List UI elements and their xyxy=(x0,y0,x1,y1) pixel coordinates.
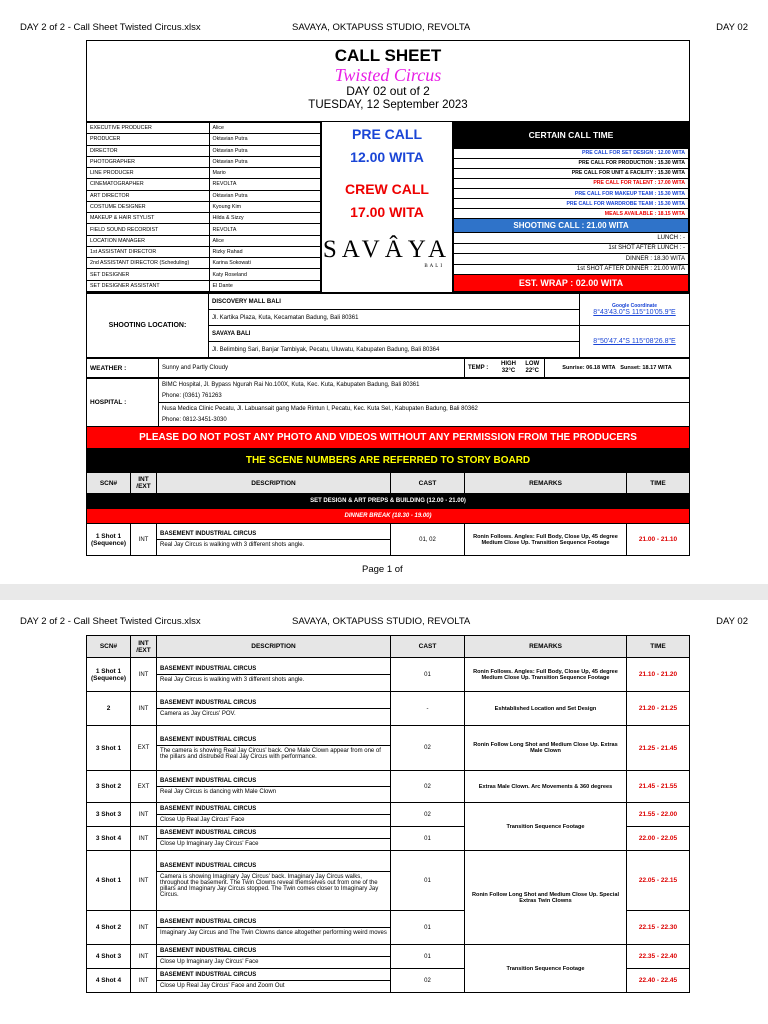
temp-low: 22°C xyxy=(525,368,539,374)
call-sheet xyxy=(86,40,690,556)
crew-row xyxy=(87,179,321,190)
shooting-call: SHOOTING CALL : 21.00 WITA xyxy=(454,219,689,233)
location-1-name: DISCOVERY MALL BALI xyxy=(209,294,580,310)
precall-label: PRE CALL xyxy=(352,126,422,142)
sunset: Sunset: 18.17 WITA xyxy=(620,365,672,371)
scene-description: Camera is showing Imaginary Jay Circus' back. Imaginary Jay Circus walks, throughout the basement. The Twin Clowns reveal themselves out from one of the pillars and Imaginary Jay Circus stopped. The Twin comes closer to Imaginary Jay Circus. xyxy=(160,874,379,898)
scene-int: EXT xyxy=(131,771,157,803)
scene-title: BASEMENT INDUSTRIAL CIRCUS xyxy=(157,948,390,957)
crew-name: Oktavian Putra xyxy=(209,190,321,201)
col-time: TIME xyxy=(627,636,690,658)
table-row xyxy=(87,658,690,692)
scene-remarks: Ronin Follow Long Shot and Medium Close Up. Special Extras Twin Clowns xyxy=(465,851,627,945)
scene-cast: 02 xyxy=(391,726,465,771)
title-main: CALL SHEET xyxy=(334,46,442,65)
scene-number: 3 Shot 2 xyxy=(87,771,131,803)
scene-title: BASEMENT INDUSTRIAL CIRCUS xyxy=(157,863,390,872)
hospital-1-address: BIMC Hospital, Jl. Bypass Ngurah Rai No.100X, Kuta, Kec. Kuta, Kabupaten Badung, Bali 80361 xyxy=(159,379,690,391)
sunrise: Sunrise: 06.18 WITA xyxy=(562,365,616,371)
scene-title: BASEMENT INDUSTRIAL CIRCUS xyxy=(157,919,390,928)
scene-int: INT xyxy=(131,827,157,851)
scene-time: 22.00 - 22.05 xyxy=(627,827,690,851)
crew-row xyxy=(87,258,321,269)
crew-role: LINE PRODUCER xyxy=(87,168,209,179)
page-header-right: DAY 02 xyxy=(716,22,748,33)
page-header-left: DAY 2 of 2 - Call Sheet Twisted Circus.xlsx xyxy=(20,22,201,33)
scene-number: 3 Shot 1 xyxy=(87,726,131,771)
col-cast: CAST xyxy=(391,473,465,494)
scene-time: 22.40 - 22.45 xyxy=(627,969,690,993)
crew-name: Mario xyxy=(209,168,321,179)
dinner-break-row: DINNER BREAK (18.30 - 19.00) xyxy=(87,509,690,524)
crew-role: PHOTOGRAPHER xyxy=(87,156,209,167)
crew-role: PRODUCER xyxy=(87,134,209,145)
page-header-center: SAVAYA, OKTAPUSS STUDIO, REVOLTA xyxy=(292,616,471,627)
crew-name: Oktavian Putra xyxy=(209,145,321,156)
scene-cast: 02 xyxy=(391,969,465,993)
location-2-name: SAVAYA BALI xyxy=(209,326,580,342)
weather-label: WEATHER : xyxy=(87,359,159,378)
scene-number: 4 Shot 1 xyxy=(87,851,131,911)
col-desc: DESCRIPTION xyxy=(157,636,391,658)
certain-call-row: PRE CALL FOR WARDROBE TEAM : 15.30 WITA xyxy=(454,199,689,209)
scene-cast: - xyxy=(391,692,465,726)
crew-row xyxy=(87,168,321,179)
title-production: Twisted Circus xyxy=(334,65,442,85)
certain-call-row: MEALS AVAILABLE : 18.15 WITA xyxy=(454,209,689,219)
est-wrap: EST. WRAP : 02.00 WITA xyxy=(454,275,689,292)
crew-name: REVOLTA xyxy=(209,179,321,190)
page-2 xyxy=(0,600,768,1024)
scene-time: 22.35 - 22.40 xyxy=(627,945,690,969)
crew-role: SET DESIGNER ASSISTANT xyxy=(87,280,209,291)
table-row xyxy=(87,692,690,726)
scene-cast: 01, 02 xyxy=(391,524,465,556)
scene-time: 21.00 - 21.10 xyxy=(627,524,690,556)
scene-note-banner: THE SCENE NUMBERS ARE REFERRED TO STORY BOARD xyxy=(86,449,690,472)
crew-row xyxy=(87,145,321,156)
title-block xyxy=(86,40,690,121)
crew-row xyxy=(87,269,321,280)
crew-name: Rizky Rahad xyxy=(209,246,321,257)
scene-int: INT xyxy=(131,524,157,556)
scene-int: EXT xyxy=(131,726,157,771)
crewcall-label: CREW CALL xyxy=(345,181,429,197)
scene-int: INT xyxy=(131,851,157,911)
crew-name: El Dante xyxy=(209,280,321,291)
crew-name: Alice xyxy=(209,123,321,134)
temp-high-label: HIGH xyxy=(501,361,516,367)
scene-int: INT xyxy=(131,911,157,945)
scene-description: Close Up Real Jay Circus' Face and Zoom Out xyxy=(160,983,285,989)
hospital-2-address: Nusa Medica Clinic Pecatu, Jl. Labuansait gang Made Rintun I, Pecatu, Kec. Kuta Sel., Kabupaten Badung, Bali 80362 xyxy=(159,403,690,415)
scene-title: BASEMENT INDUSTRIAL CIRCUS xyxy=(157,531,390,540)
crew-name: Hilda & Sizzy xyxy=(209,213,321,224)
scene-title: BASEMENT INDUSTRIAL CIRCUS xyxy=(157,972,390,981)
logo-name: SAVÂYA xyxy=(322,236,452,263)
location-2-address: Jl. Belimbing Sari, Banjar Tambiyak, Pecatu, Uluwatu, Kabupaten Badung, Bali 80364 xyxy=(209,342,580,358)
scene-remarks: Transition Sequence Footage xyxy=(465,803,627,851)
crew-row xyxy=(87,213,321,224)
scene-title: BASEMENT INDUSTRIAL CIRCUS xyxy=(157,700,390,709)
scene-description: Camera as Jay Circus' POV. xyxy=(160,711,236,717)
scene-int: INT xyxy=(131,803,157,827)
scene-time: 22.05 - 22.15 xyxy=(627,851,690,911)
weather-table xyxy=(86,358,690,378)
col-remarks: REMARKS xyxy=(465,473,627,494)
crew-role: COSTUME DESIGNER xyxy=(87,201,209,212)
scene-cast: 01 xyxy=(391,945,465,969)
crew-name: Alice xyxy=(209,235,321,246)
page-header-left: DAY 2 of 2 - Call Sheet Twisted Circus.xlsx xyxy=(20,616,201,627)
schedule-continued xyxy=(86,635,690,993)
scene-int: INT xyxy=(131,945,157,969)
crew-row xyxy=(87,134,321,145)
scene-title: BASEMENT INDUSTRIAL CIRCUS xyxy=(157,806,390,815)
scene-description: The camera is showing Real Jay Circus' back. One Male Clown appear from one of the pillars and distrubed Real Jay Circus with performance. xyxy=(160,747,381,760)
scene-cast: 01 xyxy=(391,851,465,911)
certain-call-row: PRE CALL FOR UNIT & FACILITY : 15.30 WITA xyxy=(454,168,689,178)
crew-role: 1st ASSISTANT DIRECTOR xyxy=(87,246,209,257)
location-table xyxy=(86,293,690,358)
crew-role: EXECUTIVE PRODUCER xyxy=(87,123,209,134)
crewcall-time: 17.00 WITA xyxy=(350,204,424,220)
hospital-table xyxy=(86,378,690,427)
table-row xyxy=(87,803,690,827)
logo-sub: BALI xyxy=(424,264,444,269)
temp-low-label: LOW xyxy=(525,361,540,367)
location-1-address: Jl. Kartika Plaza, Kuta, Kecamatan Badung, Bali 80361 xyxy=(209,310,580,326)
crew-name: Oktavian Putra xyxy=(209,134,321,145)
col-time: TIME xyxy=(627,473,690,494)
hospital-label: HOSPITAL : xyxy=(87,379,159,427)
scene-number: 1 Shot 1 (Sequence) xyxy=(87,524,131,556)
crew-row xyxy=(87,156,321,167)
page-header-center: SAVAYA, OKTAPUSS STUDIO, REVOLTA xyxy=(292,22,471,33)
col-scn: SCN# xyxy=(87,473,131,494)
crew-role: CINEMATOGRAPHER xyxy=(87,179,209,190)
title-day: DAY 02 out of 2 xyxy=(346,84,430,98)
google-coordinate-label: Google Coordinate xyxy=(612,303,657,309)
col-desc: DESCRIPTION xyxy=(157,473,391,494)
crew-row xyxy=(87,235,321,246)
notice-banner: PLEASE DO NOT POST ANY PHOTO AND VIDEOS WITHOUT ANY PERMISSION FROM THE PRODUCERS xyxy=(86,427,690,449)
scene-number: 4 Shot 2 xyxy=(87,911,131,945)
scene-cast: 01 xyxy=(391,827,465,851)
scene-cast: 02 xyxy=(391,771,465,803)
scene-description: Real Jay Circus is walking with 3 different shots angle. xyxy=(160,542,305,548)
scene-title: BASEMENT INDUSTRIAL CIRCUS xyxy=(157,737,390,746)
crew-row xyxy=(87,224,321,235)
scene-remarks: Ronin Follows. Angles: Full Body, Close Up, 45 degree Medium Close Up. Transition Sequence Footage xyxy=(465,524,627,556)
crew-row xyxy=(87,201,321,212)
crew-name: Kyoung Kim xyxy=(209,201,321,212)
crew-name: Karina Sokowati xyxy=(209,258,321,269)
table-row xyxy=(87,945,690,969)
title-date: TUESDAY, 12 September 2023 xyxy=(308,99,468,111)
scene-remarks: Eshtablished Location and Set Design xyxy=(465,692,627,726)
crew-role: SET DESIGNER xyxy=(87,269,209,280)
crew-role: ART DIRECTOR xyxy=(87,190,209,201)
page-header-right: DAY 02 xyxy=(716,616,748,627)
scene-cast: 02 xyxy=(391,803,465,827)
scene-remarks: Transition Sequence Footage xyxy=(465,945,627,993)
scene-remarks: Ronin Follow Long Shot and Medium Close Up. Extras Male Clown xyxy=(465,726,627,771)
col-remarks: REMARKS xyxy=(465,636,627,658)
certain-call-row: PRE CALL FOR TALENT : 17.00 WITA xyxy=(454,178,689,188)
scene-number: 4 Shot 3 xyxy=(87,945,131,969)
hospital-1-phone: Phone: (0361) 761263 xyxy=(159,391,690,403)
temp-high: 32°C xyxy=(501,368,516,374)
crew-name: REVOLTA xyxy=(209,224,321,235)
certain-call-row: PRE CALL FOR PRODUCTION : 15.30 WITA xyxy=(454,158,689,168)
scene-title: BASEMENT INDUSTRIAL CIRCUS xyxy=(157,666,390,675)
certain-call-title: CERTAIN CALL TIME xyxy=(454,123,689,149)
page-footer: Page 1 of xyxy=(362,564,403,575)
scene-number: 3 Shot 3 xyxy=(87,803,131,827)
crew-role: 2nd ASSISTANT DIRECTOR (Scheduling) xyxy=(87,258,209,269)
certain-call-row: PRE CALL FOR MAKEUP TEAM : 15.30 WITA xyxy=(454,188,689,198)
location-1-coord-link[interactable]: 8°43'43.0"S 115°10'05.9"E xyxy=(593,309,676,316)
scene-description: Real Jay Circus is walking with 3 different shots angle. xyxy=(160,677,305,683)
scene-time: 21.20 - 21.25 xyxy=(627,692,690,726)
scene-int: INT xyxy=(131,969,157,993)
scene-description: Imaginary Jay Circus and The Twin Clowns dance altogether performing weird moves xyxy=(160,930,387,936)
scene-number: 2 xyxy=(87,692,131,726)
col-cast: CAST xyxy=(391,636,465,658)
dinner-row: DINNER : 18.30 WITA xyxy=(454,254,689,264)
crew-row xyxy=(87,246,321,257)
location-label: SHOOTING LOCATION: xyxy=(87,294,209,358)
certain-call-row: PRE CALL FOR SET DESIGN : 12.00 WITA xyxy=(454,148,689,158)
lunch-row: LUNCH : - xyxy=(454,233,689,243)
scene-title: BASEMENT INDUSTRIAL CIRCUS xyxy=(157,778,390,787)
scene-description: Real Jay Circus is dancing with Male Clown xyxy=(160,789,277,795)
scene-int: INT xyxy=(131,658,157,692)
table-row xyxy=(87,524,690,556)
scene-time: 21.10 - 21.20 xyxy=(627,658,690,692)
hospital-2-phone: Phone: 0812-3451-3030 xyxy=(159,415,690,427)
set-design-row: SET DESIGN & ART PREPS & BUILDING (12.00 - 21.00) xyxy=(87,494,690,509)
crew-name: Oktavian Putra xyxy=(209,156,321,167)
crew-call-block xyxy=(86,121,690,293)
col-scn: SCN# xyxy=(87,636,131,658)
precall-time: 12.00 WITA xyxy=(350,149,424,165)
crew-role: DIRECTOR xyxy=(87,145,209,156)
crew-row xyxy=(87,280,321,291)
crew-row xyxy=(87,190,321,201)
crew-row xyxy=(87,123,321,134)
scene-int: INT xyxy=(131,692,157,726)
scene-number: 3 Shot 4 xyxy=(87,827,131,851)
scene-cast: 01 xyxy=(391,911,465,945)
scene-time: 21.45 - 21.55 xyxy=(627,771,690,803)
crew-role: FIELD SOUND RECORDIST xyxy=(87,224,209,235)
schedule-table-p2 xyxy=(86,635,690,993)
temp-label: TEMP : xyxy=(465,359,497,378)
table-row xyxy=(87,771,690,803)
scene-time: 21.55 - 22.00 xyxy=(627,803,690,827)
table-row xyxy=(87,726,690,771)
weather-value: Sunny and Partly Cloudy xyxy=(159,359,465,378)
scene-remarks: Ronin Follows. Angles: Full Body, Close Up, 45 degree Medium Close Up. Transition Sequence Footage xyxy=(465,658,627,692)
scene-time: 21.25 - 21.45 xyxy=(627,726,690,771)
scene-description: Close Up Imaginary Jay Circus' Face xyxy=(160,959,259,965)
scene-number: 4 Shot 4 xyxy=(87,969,131,993)
scene-title: BASEMENT INDUSTRIAL CIRCUS xyxy=(157,830,390,839)
savaya-logo xyxy=(322,236,452,269)
scene-number: 1 Shot 1 (Sequence) xyxy=(87,658,131,692)
schedule-table-p1 xyxy=(86,472,690,556)
precall-logo-column xyxy=(321,122,452,292)
scene-cast: 01 xyxy=(391,658,465,692)
crew-list xyxy=(87,122,321,292)
scene-time: 22.15 - 22.30 xyxy=(627,911,690,945)
scene-description: Close Up Real Jay Circus' Face xyxy=(160,817,245,823)
location-2-coord-link[interactable]: 8°50'47.4"S 115°08'26.8"E xyxy=(593,338,676,345)
scene-remarks: Extras Male Clown. Arc Movements & 360 degrees xyxy=(465,771,627,803)
certain-call-panel xyxy=(452,122,689,292)
scene-description: Close Up Imaginary Jay Circus' Face xyxy=(160,841,259,847)
col-int: INT /EXT xyxy=(131,636,157,658)
crew-role: MAKEUP & HAIR STYLIST xyxy=(87,213,209,224)
table-row xyxy=(87,851,690,911)
crew-name: Katy Roseland xyxy=(209,269,321,280)
after-lunch-row: 1st SHOT AFTER LUNCH : - xyxy=(454,243,689,253)
after-dinner-row: 1st SHOT AFTER DINNER : 21.00 WITA xyxy=(454,264,689,274)
crew-role: LOCATION MANAGER xyxy=(87,235,209,246)
col-int: INT /EXT xyxy=(131,473,157,494)
